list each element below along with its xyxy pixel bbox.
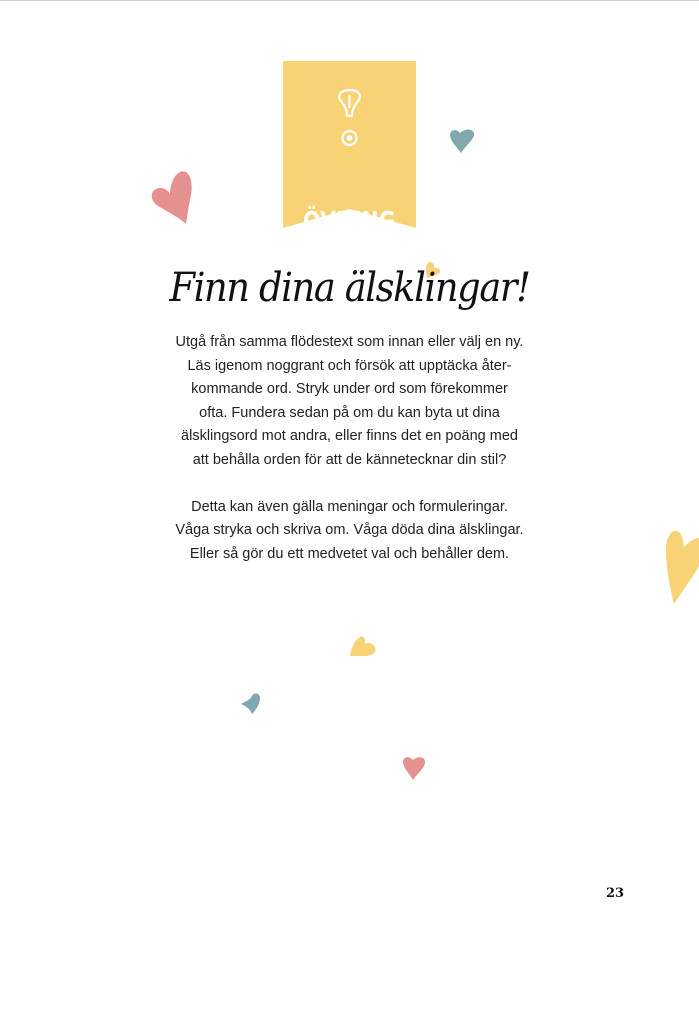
- text-line: Detta kan även gälla meningar och formuleringar.: [191, 498, 508, 515]
- text-line: att behålla orden för att de kännetecknar din stil?: [192, 451, 507, 468]
- page-title: Finn dina älsklingar!: [169, 265, 530, 311]
- paragraph-gap: [100, 472, 599, 496]
- text-line: Läs igenom noggrant och försök att upptäcka åter-: [187, 357, 512, 374]
- text-line: ofta. Fundera sedan på om du kan byta ut dina: [199, 404, 500, 421]
- top-rule: [0, 0, 699, 1]
- paragraph-2: [100, 496, 599, 567]
- badge-label: ÖVNING: [303, 207, 396, 237]
- text-line: kommande ord. Stryk under ord som förekommer: [191, 381, 508, 397]
- body-text: [100, 331, 599, 566]
- heart-yellow-small-icon: [349, 634, 377, 658]
- heart-pink-large-icon: [150, 170, 194, 226]
- text-line: Utgå från samma flödestext som innan eller välj en ny.: [175, 334, 524, 350]
- paragraph-1: [100, 331, 599, 472]
- heart-teal-tiny-icon: [240, 692, 262, 716]
- page-number: 23: [605, 886, 625, 901]
- heart-yellow-edge-icon: [664, 526, 699, 606]
- text-line: älsklingsord mot andra, eller finns det en poäng med: [181, 428, 518, 444]
- text-line: Våga stryka och skriva om. Våga döda dina älsklingar.: [175, 522, 524, 538]
- heart-teal-small-icon: [448, 127, 476, 155]
- lightbulb-icon: [283, 61, 416, 161]
- exercise-badge: [283, 61, 416, 237]
- heart-pink-small-icon: [401, 754, 427, 782]
- text-line: Eller så gör du ett medvetet val och behåller dem.: [189, 545, 510, 562]
